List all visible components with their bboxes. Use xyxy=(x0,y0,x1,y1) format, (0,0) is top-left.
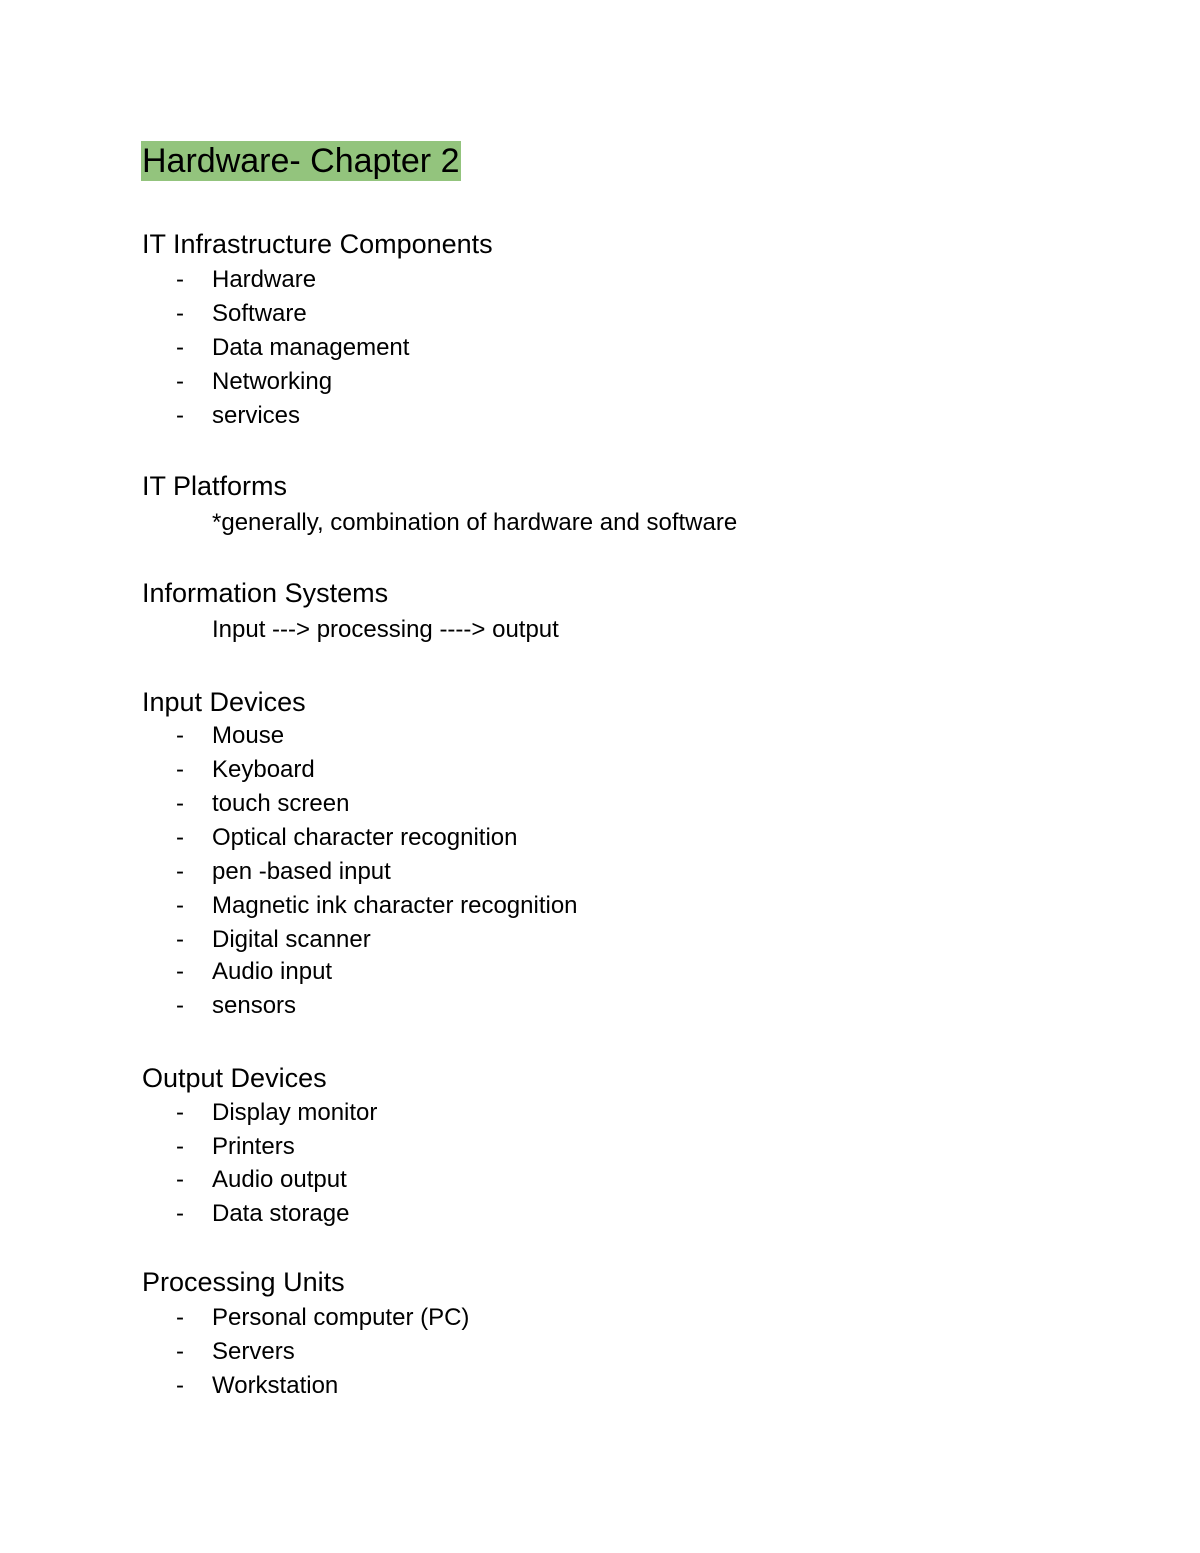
bullet-dash: - xyxy=(176,892,184,919)
list-item-text: Audio input xyxy=(212,958,333,985)
platforms-note: *generally, combination of hardware and software xyxy=(212,509,738,536)
section-heading-input-devices: Input Devices xyxy=(142,687,306,717)
list-item-text: Display monitor xyxy=(212,1099,378,1126)
list-item-text: sensors xyxy=(212,992,297,1019)
bullet-dash: - xyxy=(176,300,184,327)
list-item-text: Hardware xyxy=(212,266,317,293)
bullet-dash: - xyxy=(176,1099,184,1126)
list-item-text: Workstation xyxy=(212,1372,339,1399)
section-heading-information-systems: Information Systems xyxy=(142,578,389,608)
bullet-dash: - xyxy=(176,756,184,783)
section-heading-processing-units: Processing Units xyxy=(142,1267,345,1297)
list-item-text: Software xyxy=(212,300,307,327)
section-heading-infrastructure: IT Infrastructure Components xyxy=(142,229,493,259)
list-item-text: Servers xyxy=(212,1338,295,1365)
list-item-text: Data management xyxy=(212,334,410,361)
bullet-dash: - xyxy=(176,1166,184,1193)
list-item-text: pen -based input xyxy=(212,858,391,885)
list-item-text: Optical character recognition xyxy=(212,824,518,851)
list-item-text: Mouse xyxy=(212,722,285,749)
list-item-text: Personal computer (PC) xyxy=(212,1304,470,1331)
bullet-dash: - xyxy=(176,958,184,985)
bullet-dash: - xyxy=(176,1372,184,1399)
section-heading-platforms: IT Platforms xyxy=(142,471,288,501)
bullet-dash: - xyxy=(176,368,184,395)
list-item-text: Magnetic ink character recognition xyxy=(212,892,578,919)
list-item-text: Printers xyxy=(212,1133,295,1160)
information-systems-note: Input ---> processing ----> output xyxy=(212,616,559,643)
bullet-dash: - xyxy=(176,266,184,293)
list-item-text: Data storage xyxy=(212,1200,350,1227)
bullet-dash: - xyxy=(176,1304,184,1331)
bullet-dash: - xyxy=(176,992,184,1019)
list-item-text: Digital scanner xyxy=(212,926,371,953)
list-item-text: touch screen xyxy=(212,790,350,817)
bullet-dash: - xyxy=(176,1133,184,1160)
bullet-dash: - xyxy=(176,824,184,851)
list-item-text: Audio output xyxy=(212,1166,347,1193)
list-item-text: Networking xyxy=(212,368,333,395)
section-heading-output-devices: Output Devices xyxy=(142,1063,327,1093)
page-title: Hardware- Chapter 2 xyxy=(142,142,460,180)
bullet-dash: - xyxy=(176,1338,184,1365)
list-item-text: services xyxy=(212,402,301,429)
bullet-dash: - xyxy=(176,1200,184,1227)
bullet-dash: - xyxy=(176,858,184,885)
bullet-dash: - xyxy=(176,402,184,429)
bullet-dash: - xyxy=(176,722,184,749)
list-item-text: Keyboard xyxy=(212,756,315,783)
bullet-dash: - xyxy=(176,926,184,953)
bullet-dash: - xyxy=(176,334,184,361)
bullet-dash: - xyxy=(176,790,184,817)
